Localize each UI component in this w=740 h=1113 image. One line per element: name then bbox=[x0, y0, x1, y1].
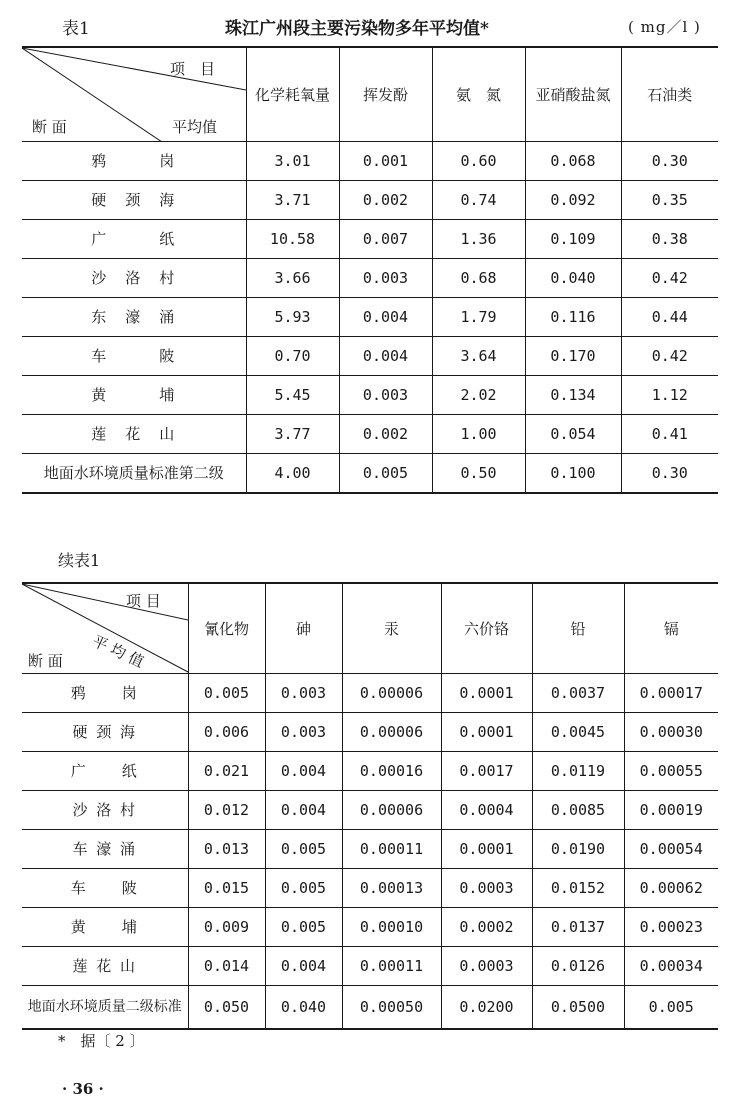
table-cell: 0.003 bbox=[265, 712, 342, 751]
table-cell: 0.30 bbox=[621, 453, 718, 493]
table-row bbox=[22, 829, 718, 868]
table-cell: 0.00006 bbox=[342, 673, 441, 712]
table2 bbox=[22, 582, 718, 1030]
table-cell: 0.004 bbox=[339, 336, 432, 375]
table-cell: 0.00034 bbox=[624, 946, 718, 985]
table1-row-section: 莲 花 山 bbox=[22, 414, 246, 453]
table1 bbox=[22, 46, 718, 494]
table-cell: 0.50 bbox=[432, 453, 525, 493]
table-cell: 0.170 bbox=[525, 336, 621, 375]
table1-unit: ( mg／l ) bbox=[628, 18, 701, 36]
table-cell: 0.00023 bbox=[624, 907, 718, 946]
table-cell: 0.30 bbox=[621, 141, 718, 180]
table-cell: 0.002 bbox=[339, 414, 432, 453]
table1-row-section: 鸦 岗 bbox=[22, 141, 246, 180]
table-row bbox=[22, 790, 718, 829]
table-cell: 0.007 bbox=[339, 219, 432, 258]
table-cell: 0.0002 bbox=[441, 907, 532, 946]
table-cell: 0.050 bbox=[188, 985, 265, 1029]
table-cell: 0.60 bbox=[432, 141, 525, 180]
table2-row-section: 广 纸 bbox=[22, 751, 188, 790]
table-cell: 0.0017 bbox=[441, 751, 532, 790]
table-cell: 0.0152 bbox=[532, 868, 624, 907]
table1-col-header: 氨 氮 bbox=[432, 47, 525, 141]
page-number: · 36 · bbox=[62, 1080, 104, 1098]
table-row bbox=[22, 180, 718, 219]
table2-col-header: 汞 bbox=[342, 583, 441, 673]
footnote: * 据〔 2 〕 bbox=[58, 1032, 145, 1050]
table1-row-section: 沙 洛 村 bbox=[22, 258, 246, 297]
table-cell: 3.66 bbox=[246, 258, 339, 297]
table1-header-row bbox=[22, 47, 718, 141]
table-cell: 1.00 bbox=[432, 414, 525, 453]
table-cell: 0.00050 bbox=[342, 985, 441, 1029]
table-cell: 0.0137 bbox=[532, 907, 624, 946]
table2-row-section: 莲 花 山 bbox=[22, 946, 188, 985]
table2-col-header: 砷 bbox=[265, 583, 342, 673]
table-cell: 0.005 bbox=[188, 673, 265, 712]
table-cell: 0.0045 bbox=[532, 712, 624, 751]
table-row bbox=[22, 297, 718, 336]
table1-corner-item: 项 目 bbox=[170, 60, 216, 78]
table-cell: 0.001 bbox=[339, 141, 432, 180]
table-row bbox=[22, 219, 718, 258]
table-cell: 3.71 bbox=[246, 180, 339, 219]
table2-corner-item: 项 目 bbox=[126, 592, 161, 610]
table-cell: 0.009 bbox=[188, 907, 265, 946]
table-cell: 3.01 bbox=[246, 141, 339, 180]
table-cell: 0.040 bbox=[265, 985, 342, 1029]
table-cell: 0.134 bbox=[525, 375, 621, 414]
table-cell: 0.44 bbox=[621, 297, 718, 336]
table-cell: 0.00013 bbox=[342, 868, 441, 907]
table-row bbox=[22, 673, 718, 712]
table1-col-header: 挥发酚 bbox=[339, 47, 432, 141]
table-row bbox=[22, 336, 718, 375]
table2-label: 续表1 bbox=[58, 551, 101, 570]
table1-title: 珠江广州段主要污染物多年平均值* bbox=[225, 19, 489, 39]
table-cell: 0.42 bbox=[621, 258, 718, 297]
table-cell: 0.0200 bbox=[441, 985, 532, 1029]
table-cell: 0.68 bbox=[432, 258, 525, 297]
table-cell: 0.068 bbox=[525, 141, 621, 180]
table-cell: 0.003 bbox=[265, 673, 342, 712]
table2-col-header: 铅 bbox=[532, 583, 624, 673]
table-cell: 0.004 bbox=[265, 790, 342, 829]
table-cell: 5.45 bbox=[246, 375, 339, 414]
table-cell: 2.02 bbox=[432, 375, 525, 414]
table-cell: 10.58 bbox=[246, 219, 339, 258]
table-cell: 0.0001 bbox=[441, 829, 532, 868]
table-cell: 0.00006 bbox=[342, 712, 441, 751]
table-row bbox=[22, 907, 718, 946]
table-cell: 0.0003 bbox=[441, 946, 532, 985]
table-cell: 0.006 bbox=[188, 712, 265, 751]
table-cell: 0.0003 bbox=[441, 868, 532, 907]
table-cell: 0.00010 bbox=[342, 907, 441, 946]
table1-row-section: 东 濠 涌 bbox=[22, 297, 246, 336]
table-cell: 0.00030 bbox=[624, 712, 718, 751]
table-cell: 0.0085 bbox=[532, 790, 624, 829]
table-row bbox=[22, 985, 718, 1029]
table-row bbox=[22, 712, 718, 751]
table-cell: 0.100 bbox=[525, 453, 621, 493]
table-cell: 0.005 bbox=[265, 829, 342, 868]
table-cell: 0.74 bbox=[432, 180, 525, 219]
table1-label: 表1 bbox=[62, 19, 90, 39]
table-cell: 0.00062 bbox=[624, 868, 718, 907]
table-cell: 0.004 bbox=[339, 297, 432, 336]
table-cell: 0.015 bbox=[188, 868, 265, 907]
table-cell: 0.0119 bbox=[532, 751, 624, 790]
table-cell: 0.004 bbox=[265, 946, 342, 985]
table-cell: 3.77 bbox=[246, 414, 339, 453]
table-cell: 0.109 bbox=[525, 219, 621, 258]
table-cell: 0.0037 bbox=[532, 673, 624, 712]
table-cell: 0.002 bbox=[339, 180, 432, 219]
table-cell: 0.0001 bbox=[441, 712, 532, 751]
table-cell: 0.003 bbox=[339, 375, 432, 414]
table-cell: 4.00 bbox=[246, 453, 339, 493]
table-row bbox=[22, 141, 718, 180]
table-cell: 0.70 bbox=[246, 336, 339, 375]
table-cell: 0.0500 bbox=[532, 985, 624, 1029]
table1-corner-cell bbox=[22, 47, 246, 141]
table-row bbox=[22, 868, 718, 907]
table-cell: 1.79 bbox=[432, 297, 525, 336]
table-cell: 0.00019 bbox=[624, 790, 718, 829]
table-cell: 0.040 bbox=[525, 258, 621, 297]
table2-row-section: 车 陂 bbox=[22, 868, 188, 907]
table-cell: 0.005 bbox=[265, 868, 342, 907]
table-cell: 0.35 bbox=[621, 180, 718, 219]
table2-col-header: 镉 bbox=[624, 583, 718, 673]
table2-col-header: 氰化物 bbox=[188, 583, 265, 673]
table2-row-section: 黄 埔 bbox=[22, 907, 188, 946]
table-row bbox=[22, 258, 718, 297]
table-cell: 0.0001 bbox=[441, 673, 532, 712]
table-cell: 0.092 bbox=[525, 180, 621, 219]
table-cell: 0.00017 bbox=[624, 673, 718, 712]
table1-col-header: 化学耗氧量 bbox=[246, 47, 339, 141]
table-cell: 0.014 bbox=[188, 946, 265, 985]
table-cell: 0.00011 bbox=[342, 829, 441, 868]
table-row bbox=[22, 751, 718, 790]
table2-row-section: 鸦 岗 bbox=[22, 673, 188, 712]
table-cell: 0.38 bbox=[621, 219, 718, 258]
table1-corner-avg: 平均值 bbox=[172, 118, 218, 136]
table2-row-section: 沙 洛 村 bbox=[22, 790, 188, 829]
table-cell: 0.00006 bbox=[342, 790, 441, 829]
table-cell: 0.005 bbox=[339, 453, 432, 493]
table2-corner-avg: 平 均 值 bbox=[89, 631, 147, 672]
table2-row-section: 车 濠 涌 bbox=[22, 829, 188, 868]
table-cell: 0.005 bbox=[624, 985, 718, 1029]
table-cell: 0.41 bbox=[621, 414, 718, 453]
table1-row-section: 硬 颈 海 bbox=[22, 180, 246, 219]
table1-row-section: 车 陂 bbox=[22, 336, 246, 375]
table-cell: 0.00055 bbox=[624, 751, 718, 790]
table2-header-row bbox=[22, 583, 718, 673]
table2-row-section: 硬 颈 海 bbox=[22, 712, 188, 751]
table2-col-header: 六价铬 bbox=[441, 583, 532, 673]
table-cell: 0.00054 bbox=[624, 829, 718, 868]
table1-row-section: 地面水环境质量标准第二级 bbox=[22, 453, 246, 493]
table-cell: 0.005 bbox=[265, 907, 342, 946]
table-cell: 0.00016 bbox=[342, 751, 441, 790]
table-row bbox=[22, 946, 718, 985]
table-row bbox=[22, 414, 718, 453]
table-cell: 0.021 bbox=[188, 751, 265, 790]
table-cell: 5.93 bbox=[246, 297, 339, 336]
table1-row-section: 广 纸 bbox=[22, 219, 246, 258]
table-cell: 3.64 bbox=[432, 336, 525, 375]
table-cell: 0.003 bbox=[339, 258, 432, 297]
table-row bbox=[22, 453, 718, 493]
table2-corner-cell bbox=[22, 583, 188, 673]
table-cell: 0.42 bbox=[621, 336, 718, 375]
table-cell: 0.116 bbox=[525, 297, 621, 336]
table-cell: 1.36 bbox=[432, 219, 525, 258]
table-cell: 0.0190 bbox=[532, 829, 624, 868]
table1-corner-section: 断 面 bbox=[32, 118, 67, 136]
table-cell: 0.00011 bbox=[342, 946, 441, 985]
table2-corner-section: 断 面 bbox=[28, 652, 63, 670]
table-row bbox=[22, 375, 718, 414]
table-cell: 0.012 bbox=[188, 790, 265, 829]
table-cell: 0.004 bbox=[265, 751, 342, 790]
table1-col-header: 石油类 bbox=[621, 47, 718, 141]
table-cell: 0.013 bbox=[188, 829, 265, 868]
table1-col-header: 亚硝酸盐氮 bbox=[525, 47, 621, 141]
table-cell: 0.0126 bbox=[532, 946, 624, 985]
table-cell: 0.054 bbox=[525, 414, 621, 453]
table1-row-section: 黄 埔 bbox=[22, 375, 246, 414]
table-cell: 1.12 bbox=[621, 375, 718, 414]
table2-row-section: 地面水环境质量二级标准 bbox=[22, 985, 188, 1029]
table-cell: 0.0004 bbox=[441, 790, 532, 829]
